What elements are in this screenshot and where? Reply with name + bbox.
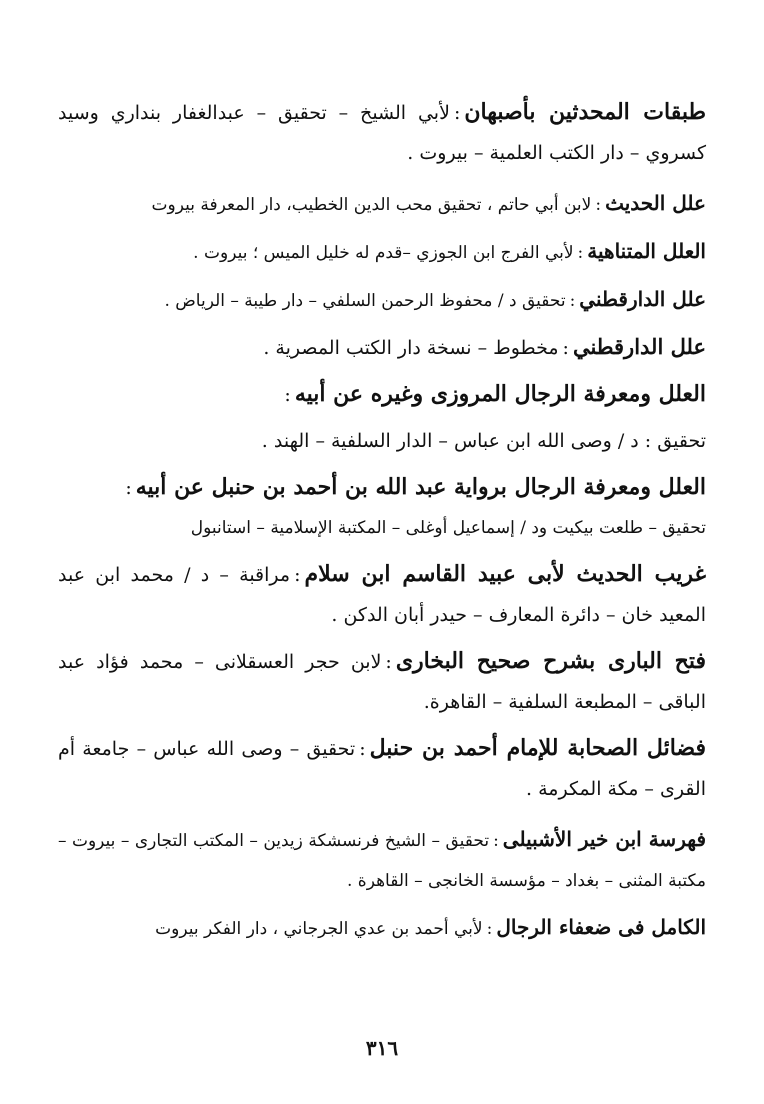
entry-title: العلل ومعرفة الرجال برواية عبد الله بن أحمد بن حنبل عن أبيه (135, 474, 706, 500)
entry-title: فضائل الصحابة للإمام أحمد بن حنبل (369, 735, 707, 761)
entry-details: مخطوط – نسخة دار الكتب المصرية . (263, 337, 559, 359)
entry-separator: : (569, 291, 576, 311)
entry-title: الكامل فى ضعفاء الرجال (496, 915, 706, 939)
bibliography-entry (58, 728, 706, 809)
entry-title: علل الحديث (605, 191, 706, 215)
entry-details: تحقيق د / محفوظ الرحمن السلفي – دار طيبة – الرياض . (164, 291, 566, 311)
bibliography-entry (58, 467, 706, 508)
entry-title: غريب الحديث لأبى عبيد القاسم ابن سلام (304, 561, 706, 587)
entry-details: تحقيق : د / وصى الله ابن عباس – الدار السلفية – الهند . (261, 430, 706, 452)
bibliography-entry (58, 231, 706, 273)
entry-separator: : (493, 831, 499, 851)
entry-title: العلل ومعرفة الرجال المروزى وغيره عن أبيه (294, 381, 706, 407)
bibliography-entry (58, 907, 706, 949)
bibliography-entry (58, 279, 706, 321)
bibliography-entry (58, 374, 706, 415)
entry-separator: : (486, 919, 493, 939)
entry-details: تحقيق – الشيخ فرنسشكة زيدين – المكتب التجارى – بيروت – مكتبة المثنى – بغداد – مؤسسة الخانجى – القاهرة . (58, 831, 706, 891)
entry-title: علل الدارقطني (579, 287, 706, 311)
entry-separator: : (385, 651, 392, 673)
bibliography-entry (58, 327, 706, 368)
entry-details: لأبي أحمد بن عدي الجرجاني ، دار الفكر بيروت (155, 919, 483, 939)
bibliography-entry (58, 554, 706, 635)
entry-details: تحقيق – طلعت بيكيت ود / إسماعيل أوغلى – المكتبة الإسلامية – استانبول (190, 518, 706, 538)
entry-details: تحقيق – وصى الله عباس – جامعة أم القرى – مكة المكرمة . (58, 738, 706, 800)
bibliography-entry (58, 92, 706, 173)
entry-separator: : (294, 564, 301, 586)
bibliography-entry (58, 641, 706, 722)
entry-separator: : (359, 738, 366, 760)
entry-title: طبقات المحدثين بأصبهان (464, 99, 706, 125)
entry-title: فهرسة ابن خير الأشبيلى (502, 827, 707, 851)
entry-title: العلل المتناهية (587, 239, 706, 263)
entry-details: لابن أبي حاتم ، تحقيق محب الدين الخطيب، دار المعرفة بيروت (151, 195, 592, 215)
entry-separator: : (577, 243, 584, 263)
entry-title: فتح البارى بشرح صحيح البخارى (395, 648, 707, 674)
entry-details: لأبي الفرج ابن الجوزي –قدم له خليل الميس ؛ بيروت . (193, 243, 574, 263)
entry-separator: : (284, 384, 291, 406)
bibliography-list (58, 92, 706, 949)
bibliography-entry-continuation (58, 421, 706, 461)
entry-details: لابن حجر العسقلانى – محمد فؤاد عبد الباقى – المطبعة السلفية – القاهرة. (58, 651, 706, 713)
page-number: ٣١٦ (365, 1036, 399, 1060)
entry-separator: : (125, 477, 132, 499)
entry-title: علل الدارقطني (572, 334, 706, 359)
entry-details: مراقبة – د / محمد ابن عبد المعيد خان – دائرة المعارف – حيدر أبان الدكن . (58, 564, 706, 626)
bibliography-entry (58, 819, 706, 901)
bibliography-entry (58, 183, 706, 225)
entry-separator: : (562, 337, 569, 359)
bibliography-entry-continuation (58, 508, 706, 548)
entry-details: لأبي الشيخ – تحقيق – عبدالغفار بنداري وسيد كسروي – دار الكتب العلمية – بيروت . (58, 102, 706, 164)
entry-separator: : (595, 195, 602, 215)
entry-separator: : (453, 102, 461, 124)
